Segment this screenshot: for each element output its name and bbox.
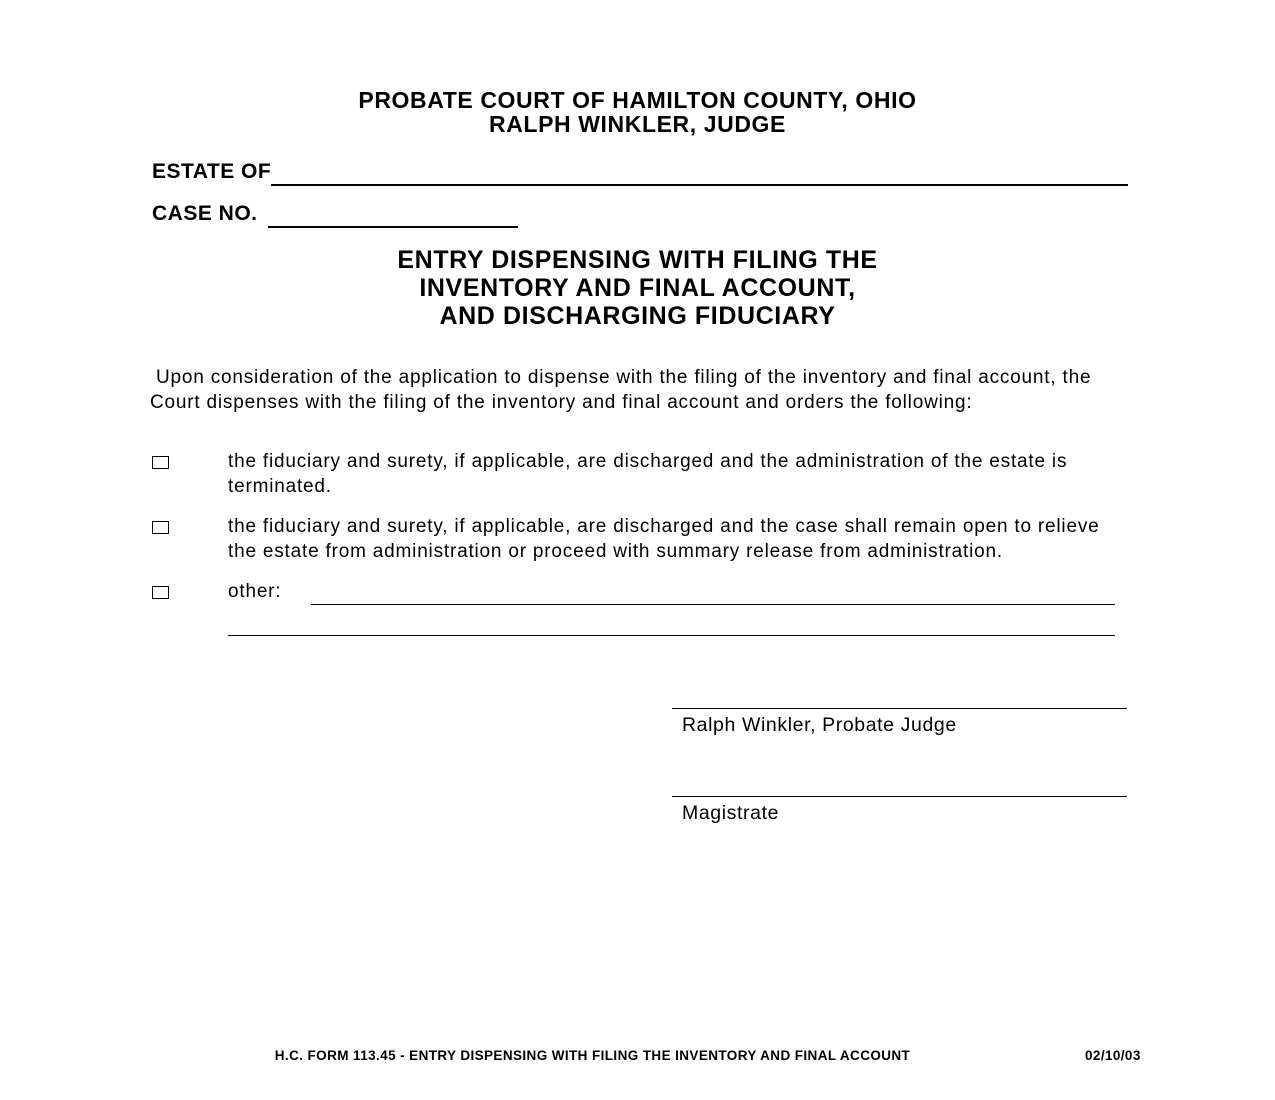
- option-other-cell: [228, 580, 1125, 605]
- checkbox-other[interactable]: [152, 586, 169, 599]
- court-header: [0, 88, 1275, 136]
- case-no-row: [152, 202, 518, 228]
- judge-signature-line[interactable]: [672, 708, 1127, 709]
- form-title: [0, 246, 1275, 330]
- estate-of-field[interactable]: [271, 160, 1128, 186]
- option-label: other:: [228, 581, 282, 602]
- footer-date: 02/10/03: [1085, 1048, 1141, 1063]
- judge-name: RALPH WINKLER, JUDGE: [489, 111, 786, 137]
- magistrate-signature-line[interactable]: [672, 796, 1127, 797]
- judge-signature-label: Ralph Winkler, Probate Judge: [682, 714, 957, 736]
- case-no-label: CASE NO.: [152, 202, 258, 225]
- court-name: PROBATE COURT OF HAMILTON COUNTY, OHIO: [358, 87, 917, 113]
- form-title-line1: ENTRY DISPENSING WITH FILING THE: [397, 246, 878, 274]
- intro-paragraph: Upon consideration of the application to dispense with the filing of the inventory and final account, the Court dispenses with the filing of the inventory and final account and orders the following:: [150, 367, 1092, 413]
- other-field-line1[interactable]: [311, 580, 1115, 605]
- checkbox-discharge-case-open[interactable]: [152, 521, 169, 534]
- footer-form-id: H.C. FORM 113.45 - ENTRY DISPENSING WITH FILING THE INVENTORY AND FINAL ACCOUNT: [274, 1048, 911, 1063]
- option-discharge-terminated: [152, 450, 1125, 499]
- estate-of-row: [152, 160, 1128, 186]
- option-discharge-case-open: [152, 515, 1125, 564]
- form-title-line3: AND DISCHARGING FIDUCIARY: [439, 302, 836, 330]
- magistrate-signature-block: [672, 796, 1127, 825]
- other-field-line2[interactable]: [228, 635, 1115, 636]
- checkbox-discharge-terminated[interactable]: [152, 456, 169, 469]
- option-other: [152, 580, 1125, 605]
- case-no-field[interactable]: [268, 202, 518, 228]
- option-label: the fiduciary and surety, if applicable, are discharged and the administration of the estate is terminated.: [228, 451, 1068, 497]
- options-list: [152, 450, 1125, 636]
- footer: [0, 1048, 1275, 1063]
- form-title-line2: INVENTORY AND FINAL ACCOUNT,: [419, 274, 856, 302]
- judge-signature-block: [672, 708, 1127, 737]
- magistrate-signature-label: Magistrate: [682, 802, 780, 824]
- estate-of-label: ESTATE OF: [152, 160, 272, 183]
- option-label: the fiduciary and surety, if applicable, are discharged and the case shall remain open to relieve the estate from administration or proceed with summary release from administration.: [228, 516, 1100, 562]
